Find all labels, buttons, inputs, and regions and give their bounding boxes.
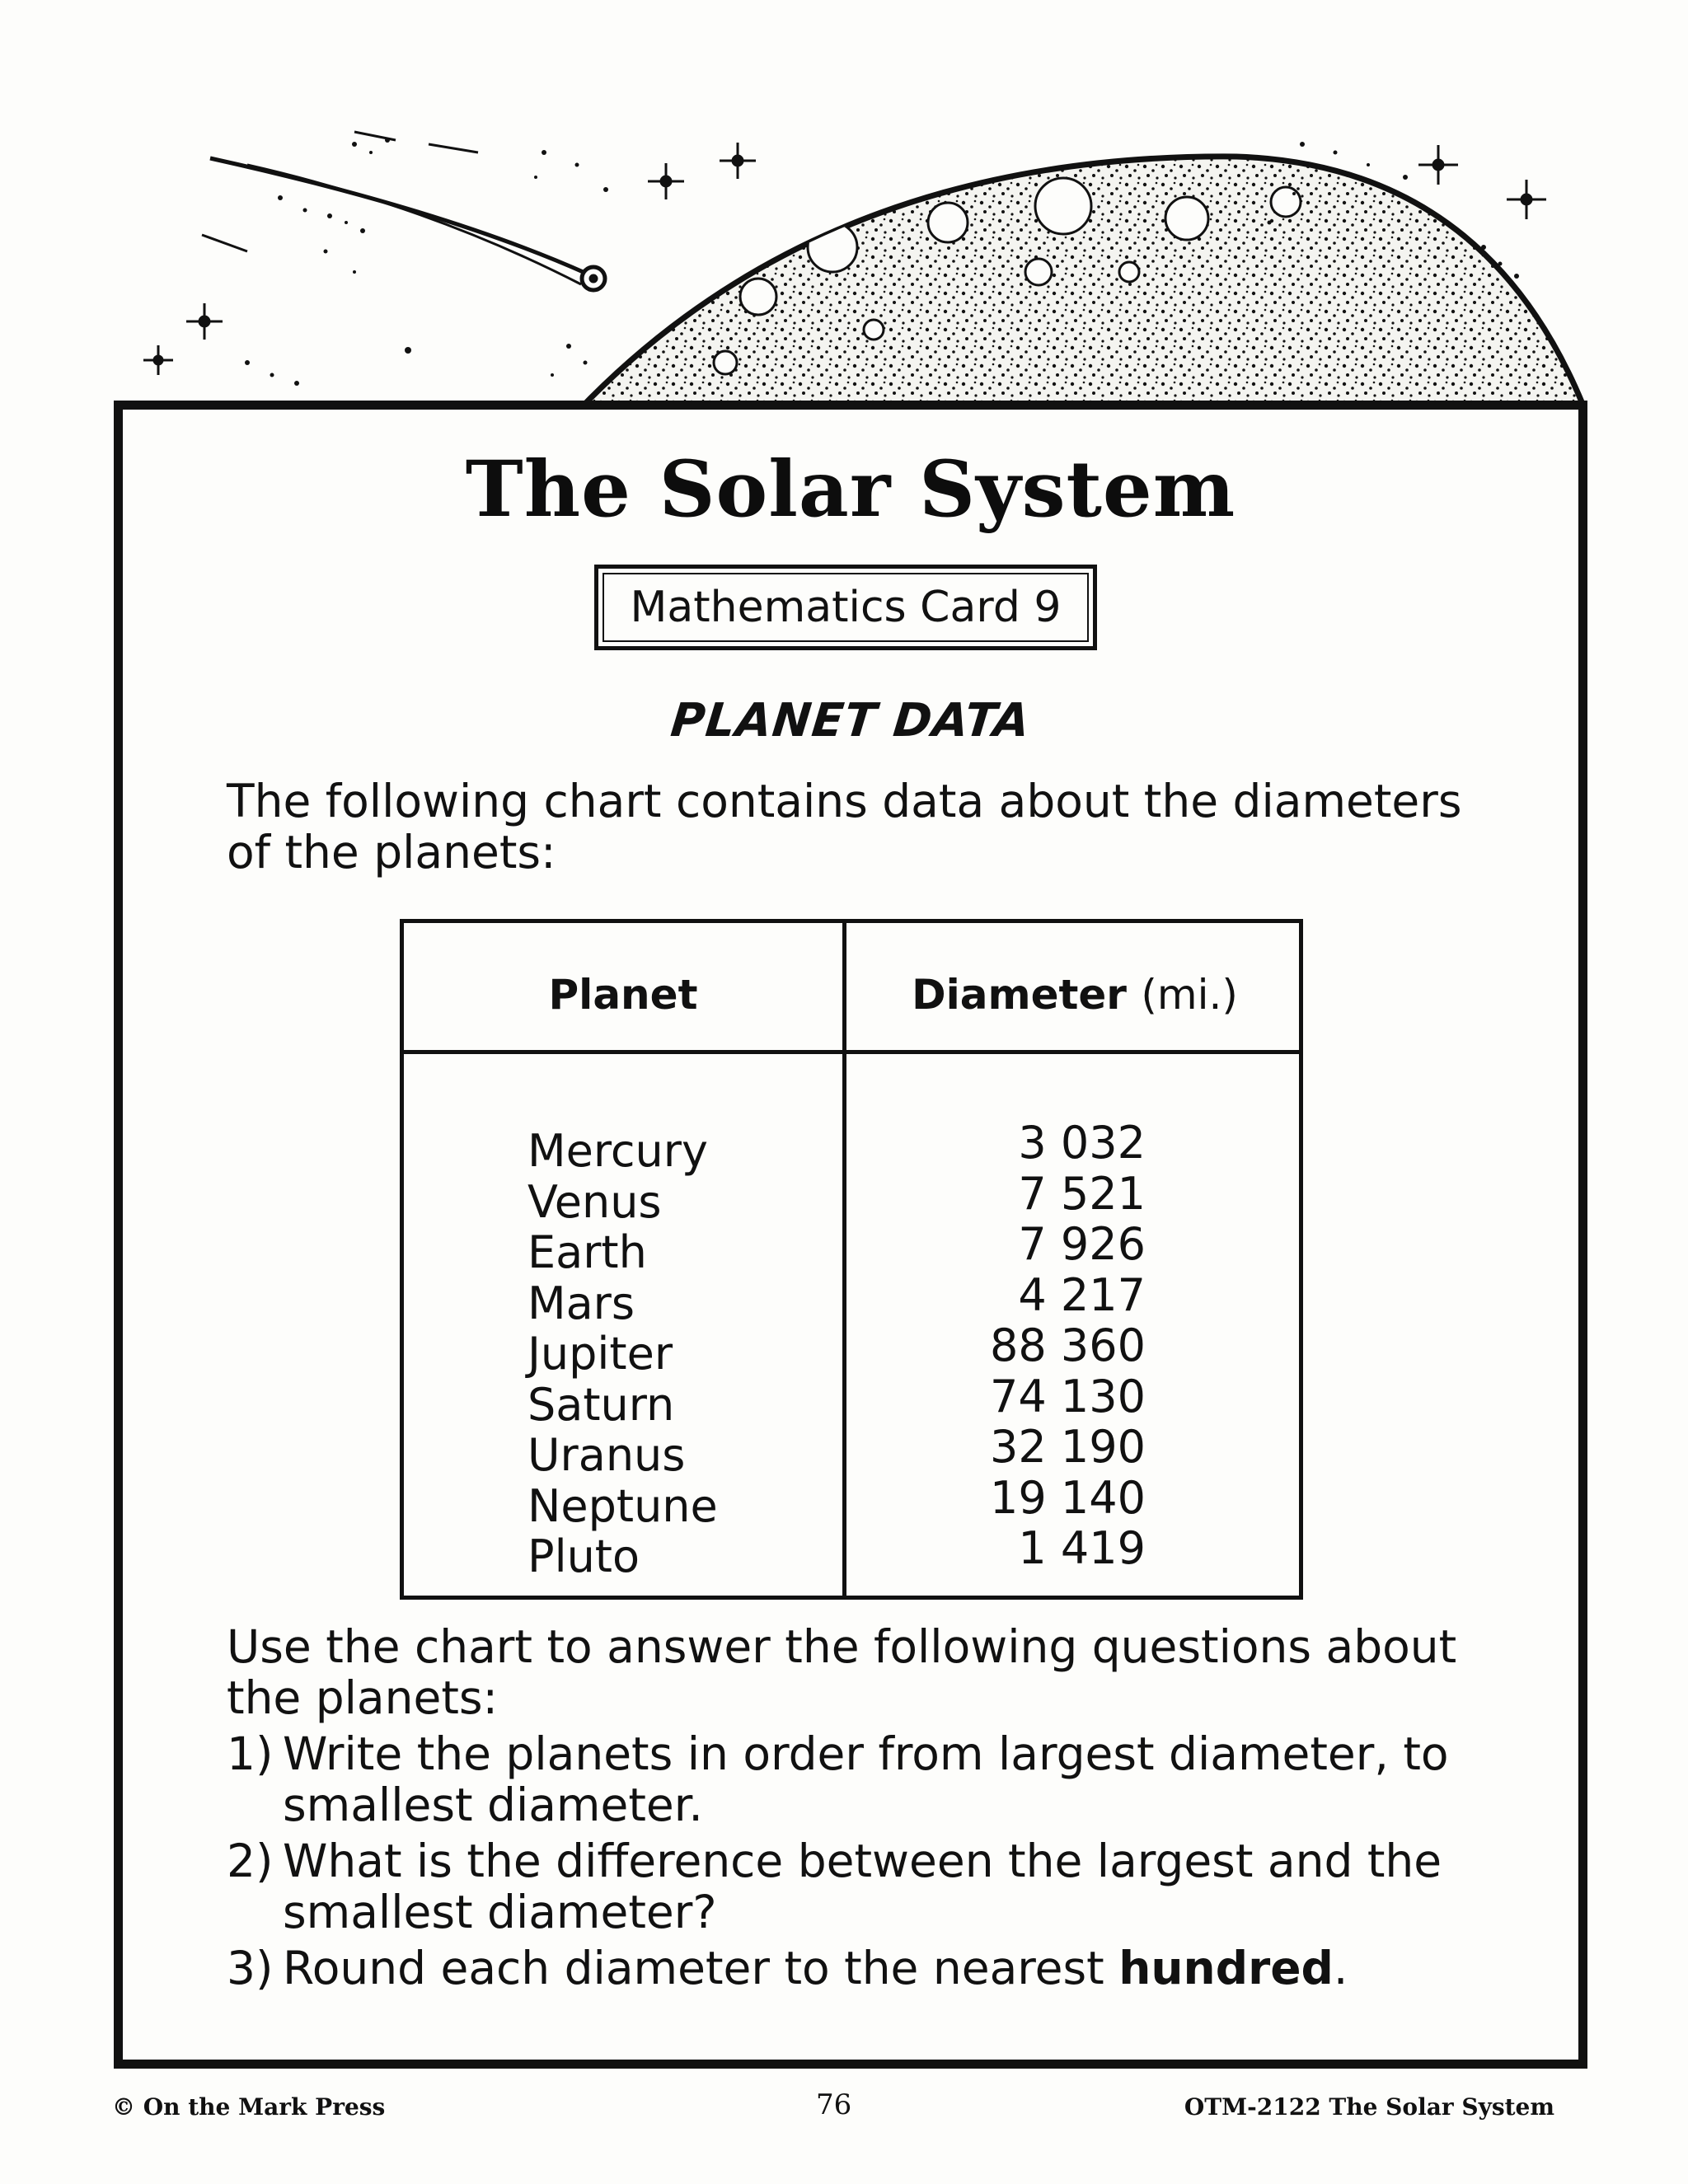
planet-diameter: 1 419 xyxy=(1018,1522,1146,1574)
planet-diameter: 32 190 xyxy=(990,1421,1146,1473)
planet-diameter: 4 217 xyxy=(1018,1268,1146,1321)
question-text-start: Round each diameter to the nearest xyxy=(283,1942,1119,1994)
column-header-planet: Planet xyxy=(548,971,698,1019)
comet-icon xyxy=(210,158,605,290)
planet-diameter: 7 521 xyxy=(1018,1167,1146,1220)
planet-name: Mars xyxy=(528,1277,635,1329)
planet-diameter: 88 360 xyxy=(990,1319,1146,1371)
diameter-column xyxy=(973,1118,1146,1574)
planet-name: Earth xyxy=(528,1226,647,1278)
planet-diameter: 19 140 xyxy=(990,1471,1146,1524)
question-text-end: . xyxy=(1333,1942,1348,1994)
question-number: 1) xyxy=(227,1727,274,1780)
card-label-box xyxy=(594,565,1097,650)
planet-diameter: 7 926 xyxy=(1018,1218,1146,1270)
question-text xyxy=(283,1943,1512,1994)
planet-name: Uranus xyxy=(528,1429,686,1481)
planet-name: Mercury xyxy=(528,1125,708,1177)
question-number: 3) xyxy=(227,1942,274,1994)
planet-name: Neptune xyxy=(528,1479,718,1532)
section-heading: PLANET DATA xyxy=(668,694,1034,748)
question-emphasis: hundred xyxy=(1118,1942,1334,1994)
question-number: 2) xyxy=(227,1835,274,1887)
planet-diameter: 3 032 xyxy=(1018,1117,1146,1169)
intro-paragraph: The following chart contains data about the diameters of the planets: xyxy=(227,775,1462,879)
planet-column xyxy=(528,1126,718,1582)
question-text: What is the difference between the largest and the smallest diameter? xyxy=(283,1835,1442,1938)
space-illustration xyxy=(0,0,1688,429)
column-header-diameter-label: Diameter xyxy=(912,971,1127,1019)
planet-name: Saturn xyxy=(528,1378,675,1431)
page-title: The Solar System xyxy=(465,444,1236,535)
planet-name: Venus xyxy=(528,1175,662,1228)
footer-book-title: OTM-2122 The Solar System xyxy=(1184,2093,1554,2121)
question-item xyxy=(227,1728,1512,1830)
instructions: Use the chart to answer the following questions about the planets: xyxy=(227,1620,1457,1724)
column-divider xyxy=(842,923,846,1596)
footer-copyright: © On the Mark Press xyxy=(112,2093,386,2121)
column-header-diameter-unit: (mi.) xyxy=(1141,971,1238,1019)
header-divider xyxy=(404,1050,1299,1054)
planet-data-table xyxy=(400,919,1303,1600)
question-text: Write the planets in order from largest diameter, to smallest diameter. xyxy=(283,1727,1449,1831)
card-label: Mathematics Card 9 xyxy=(630,583,1062,632)
column-header-diameter xyxy=(846,971,1303,1019)
footer-page-number: 76 xyxy=(816,2088,852,2121)
planet-diameter: 74 130 xyxy=(990,1370,1146,1422)
math-card xyxy=(114,401,1587,2069)
questions-section xyxy=(227,1621,1512,1994)
question-item xyxy=(227,1835,1512,1938)
planet-name: Jupiter xyxy=(528,1328,673,1380)
planet-icon xyxy=(577,157,1582,412)
planet-name: Pluto xyxy=(528,1530,640,1582)
question-item xyxy=(227,1943,1512,1994)
